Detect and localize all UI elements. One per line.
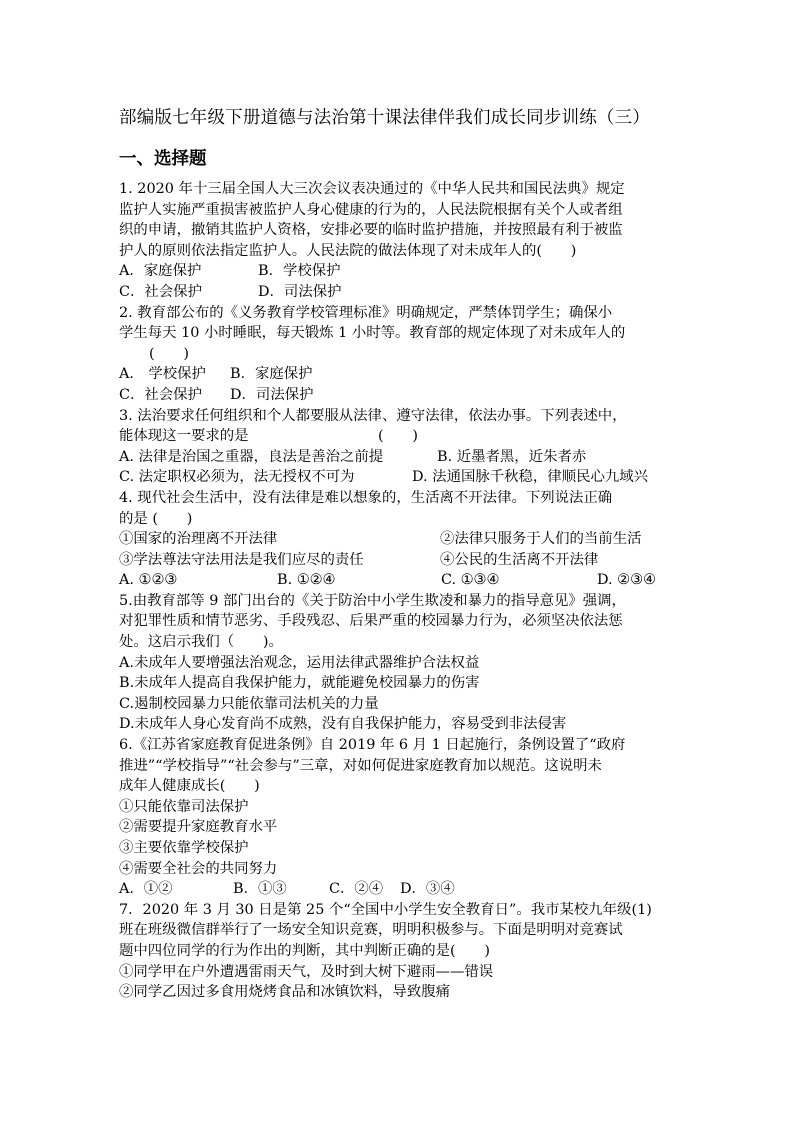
option-c: C．社会保护 (119, 283, 202, 300)
question-list (119, 179, 679, 1003)
answer-row (119, 570, 679, 591)
question-text-line: 5.由教育部等 9 部门出台的《关于防治中小学生欺凌和暴力的指导意见》强调， (119, 592, 626, 609)
question-text-line: 护人的原则依法指定监护人。人民法院的做法体现了对未成年人的( ) (119, 242, 577, 259)
option-b: B．家庭保护 (230, 366, 313, 383)
option-b: B. ①②④ (277, 572, 336, 589)
question-text-line: 成年人健康成长( ) (119, 778, 260, 795)
question-text-line: 7．2020 年 3 月 30 日是第 25 个“全国中小学生安全教育日”。我市某校九年级(1) (119, 901, 652, 918)
question-text-line: 3. 法治要求任何组织和个人都要服从法律、遵守法律，依法办事。下列表述中， (119, 407, 627, 424)
document-title: 部编版七年级下册道德与法治第十课法律伴我们成长同步训练（三） (119, 108, 650, 128)
statement-4: ④公民的生活离不开法律 (440, 551, 599, 568)
option-a: A． 学校保护 (119, 366, 206, 383)
statement-1: ①只能依靠司法保护 (119, 798, 249, 815)
question-text-line: 班在班级微信群举行了一场安全知识竞赛，明明积极参与。下面是明明对竞赛试 (119, 922, 623, 939)
option-b: B. 近墨者黑，近朱者赤 (437, 448, 587, 465)
option-c: C．社会保护 (119, 386, 202, 403)
option-c: C. ①③④ (441, 572, 500, 589)
statement-2: ②法律只服务于人们的当前生活 (440, 531, 642, 548)
statement-2: ②同学乙因过多食用烧烤食品和冰镇饮料，导致腹痛 (119, 984, 450, 1001)
option-d: D.未成年人身心发育尚不成熟，没有自我保护能力，容易受到非法侵害 (119, 716, 567, 733)
option-b: B．学校保护 (258, 263, 341, 280)
question-2 (119, 303, 679, 406)
option-row (119, 385, 679, 406)
option-a: A．家庭保护 (119, 263, 202, 280)
question-4 (119, 488, 679, 591)
option-row (119, 282, 679, 303)
option-a: A.未成年人要增强法治观念，运用法律武器维护合法权益 (119, 654, 480, 671)
statement-3: ③主要依靠学校保护 (119, 840, 249, 856)
option-a: A. ①②③ (119, 572, 178, 589)
statement-4: ④需要全社会的共同努力 (119, 860, 278, 877)
question-text-line: 学生每天 10 小时睡眠，每天锻炼 1 小时等。教育部的规定体现了对未成年人的 (119, 325, 626, 342)
question-text-line: 题中四位同学的行为作出的判断，其中判断正确的是( ) (119, 942, 490, 959)
option-row (119, 261, 679, 282)
question-1 (119, 179, 679, 303)
option-d: D. 法通国脉千秋稳，律顺民心九域兴 (412, 469, 649, 486)
option-c: C. 法定职权必须为，法无授权不可为 (119, 469, 355, 486)
option-b: B．①③ (233, 881, 287, 898)
option-d: D．司法保护 (230, 386, 314, 403)
statement-2: ②需要提升家庭教育水平 (119, 819, 278, 836)
option-c: C．②④ (329, 881, 384, 898)
statement-row (119, 550, 679, 571)
question-6 (119, 735, 679, 900)
question-text-line: 2. 教育部公布的《义务教育学校管理标准》明确规定，严禁体罚学生；确保小 (119, 304, 613, 321)
option-d: D．③④ (400, 881, 455, 898)
answer-row (119, 879, 679, 900)
question-text-line: 能体现这一要求的是 ( ) (119, 428, 419, 445)
question-text-line: 处。这启示我们（ )。 (119, 634, 283, 651)
option-d: D．司法保护 (258, 283, 342, 300)
statement-1: ①国家的治理离不开法律 (119, 531, 278, 548)
question-text-line: 4. 现代社会生活中，没有法律是难以想象的，生活离不开法律。下列说法正确 (119, 489, 613, 506)
option-a: A. 法律是治国之重器，良法是善治之前提 (119, 448, 384, 465)
question-text-line: 织的申请，撤销其监护人资格，安排必要的临时监护措施，并按照最有利于被监 (119, 222, 623, 239)
question-text-line: 监护人实施严重损害被监护人身心健康的行为的，人民法院根据有关个人或者组 (119, 201, 623, 218)
section-heading: 一、选择题 (119, 149, 207, 169)
question-text-line: 1. 2020 年十三届全国人大三次会议表决通过的《中华人民共和国民法典》规定 (119, 181, 625, 197)
statement-3: ③学法尊法守法用法是我们应尽的责任 (119, 551, 364, 568)
question-text-line: 6.《江苏省家庭教育促进条例》自 2019 年 6 月 1 日起施行，条例设置了“政府 (119, 737, 626, 754)
option-c: C.遏制校园暴力只能依靠司法机关的力量 (119, 695, 379, 712)
option-a: A．①② (119, 881, 173, 898)
option-row (119, 467, 679, 488)
question-3 (119, 406, 679, 488)
option-d: D. ②③④ (597, 572, 656, 589)
statement-row (119, 529, 679, 550)
option-b: B.未成年人提高自我保护能力，就能避免校园暴力的伤害 (119, 675, 480, 692)
question-text-line: ( ) (149, 345, 190, 362)
statement-1: ①同学甲在户外遭遇雷雨天气，及时到大树下避雨——错误 (119, 963, 494, 980)
question-text-line: 对犯罪性质和情节恶劣、手段残忍、后果严重的校园暴力行为，必须坚决依法惩 (119, 613, 623, 630)
question-text-line: 的是 ( ) (119, 510, 193, 527)
option-row (119, 364, 679, 385)
question-7 (119, 900, 679, 1003)
question-text-line: 推进”“学校指导”“社会参与”三章，对如何促进家庭教育加以规范。这说明未 (119, 757, 602, 774)
option-row (119, 447, 679, 468)
question-5 (119, 591, 679, 735)
